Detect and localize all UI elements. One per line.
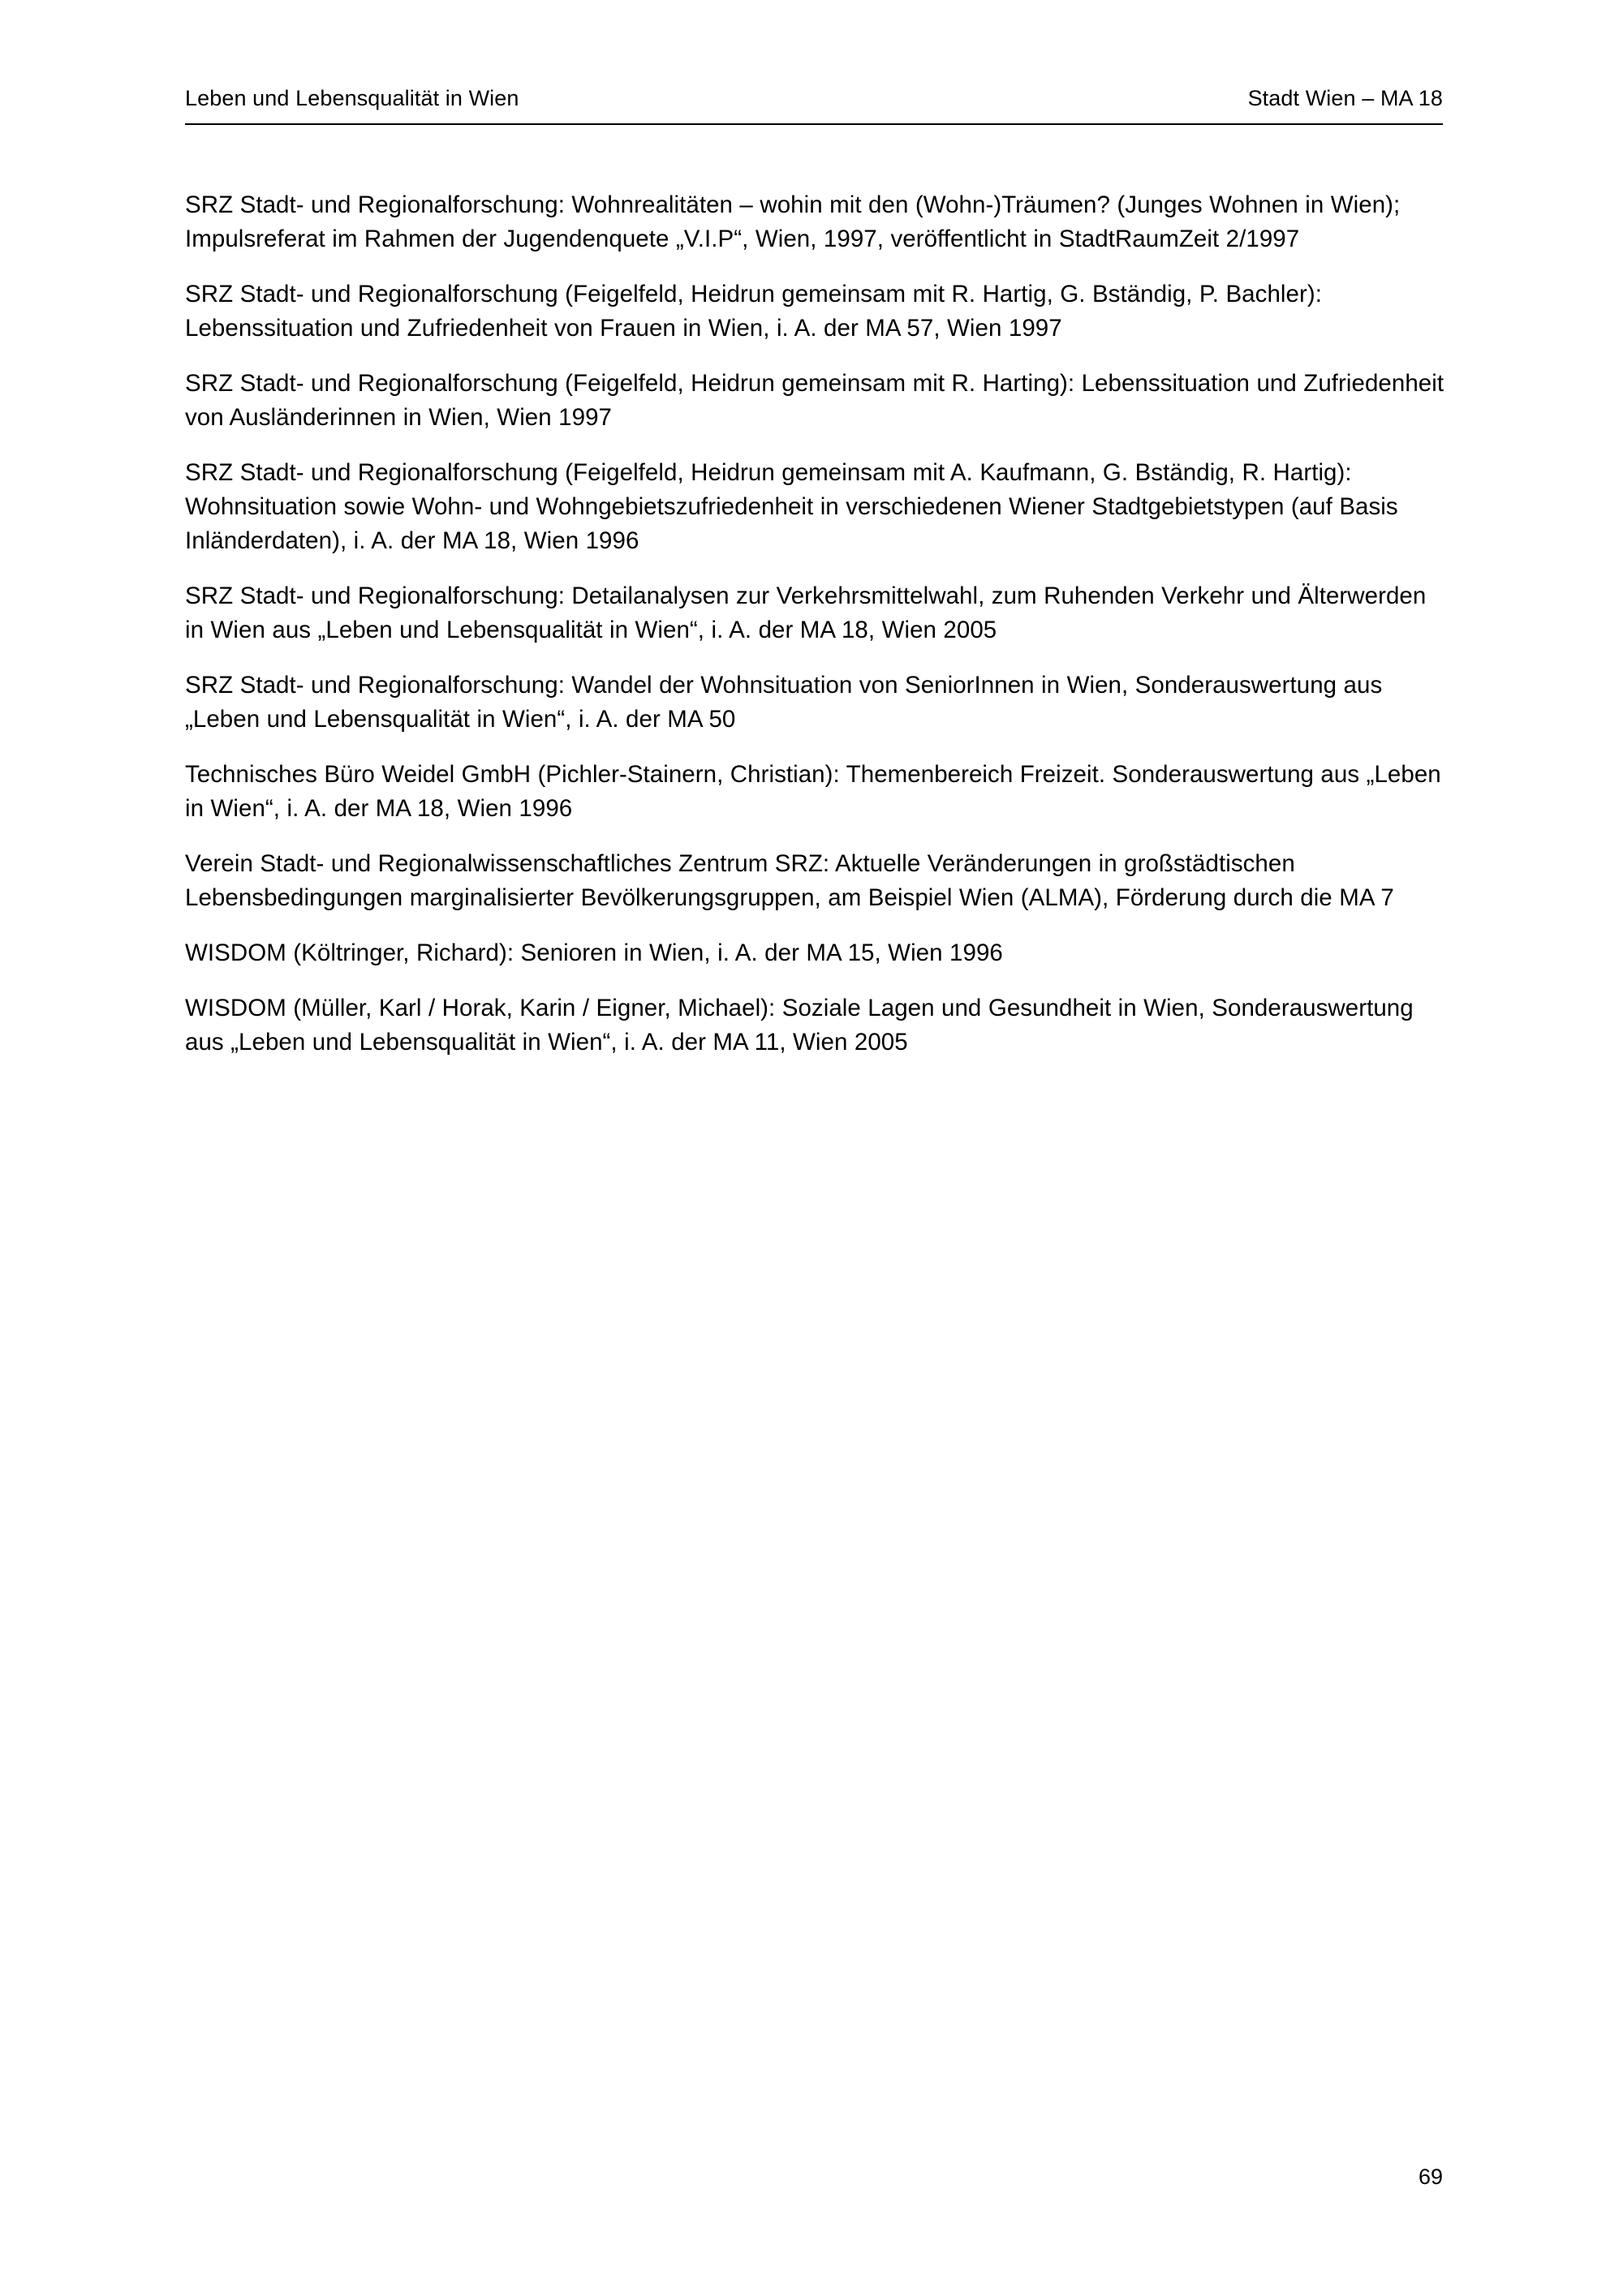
bibliography-list [185,188,1444,1081]
bibliography-entry: Verein Stadt- und Regionalwissenschaftliches Zentrum SRZ: Aktuelle Veränderungen in großstädtischen Lebensbedingungen marginalisierter Bevölkerungsgruppen, am Beispiel Wien (ALMA), Förderung durch die MA 7 [185,850,1394,911]
bibliography-entry: SRZ Stadt- und Regionalforschung: Wandel der Wohnsituation von SeniorInnen in Wien, Sonderauswertung aus „Leben und Lebensqualität in Wien“, i. A. der MA 50 [185,672,1383,733]
header-document-title: Leben und Lebensqualität in Wien [185,86,519,110]
page-header [185,84,1443,113]
bibliography-entry: SRZ Stadt- und Regionalforschung: Wohnrealitäten – wohin mit den (Wohn-)Träumen? (Junges Wohnen in Wien); Impulsreferat im Rahmen der Jugendenquete „V.I.P“, Wien, 1997, veröffentlicht in StadtRaumZeit 2/1997 [185,191,1401,252]
header-divider [185,123,1443,125]
bibliography-entry: SRZ Stadt- und Regionalforschung (Feigelfeld, Heidrun gemeinsam mit R. Harting): Lebenssituation und Zufriedenheit von Ausländerinnen in Wien, Wien 1997 [185,370,1444,431]
bibliography-entry: Technisches Büro Weidel GmbH (Pichler-Stainern, Christian): Themenbereich Freizeit. Sonderauswertung aus „Leben in Wien“, i. A. der MA 18, Wien 1996 [185,761,1441,822]
bibliography-entry: WISDOM (Költringer, Richard): Senioren in Wien, i. A. der MA 15, Wien 1996 [185,939,1003,966]
bibliography-entry: WISDOM (Müller, Karl / Horak, Karin / Eigner, Michael): Soziale Lagen und Gesundheit in Wien, Sonderauswertung aus „Leben und Lebensqualität in Wien“, i. A. der MA 11, Wien 2005 [185,995,1414,1056]
bibliography-entry: SRZ Stadt- und Regionalforschung (Feigelfeld, Heidrun gemeinsam mit R. Hartig, G. Bständig, P. Bachler): Lebenssituation und Zufriedenheit von Frauen in Wien, i. A. der MA 57, Wien 1997 [185,281,1322,342]
bibliography-entry: SRZ Stadt- und Regionalforschung: Detailanalysen zur Verkehrsmittelwahl, zum Ruhenden Verkehr und Älterwerden in Wien aus „Leben und Lebensqualität in Wien“, i. A. der MA 18, Wien 2005 [185,583,1427,643]
bibliography-entry: SRZ Stadt- und Regionalforschung (Feigelfeld, Heidrun gemeinsam mit A. Kaufmann, G. Bständig, R. Hartig): Wohnsituation sowie Wohn- und Wohngebietszufriedenheit in verschiedenen Wiener Stadtgebietstypen (auf Basis Inländerdaten), i. A. der MA 18, Wien 1996 [185,459,1398,554]
header-publisher: Stadt Wien – MA 18 [1247,86,1443,110]
page-number: 69 [1418,2165,1443,2189]
